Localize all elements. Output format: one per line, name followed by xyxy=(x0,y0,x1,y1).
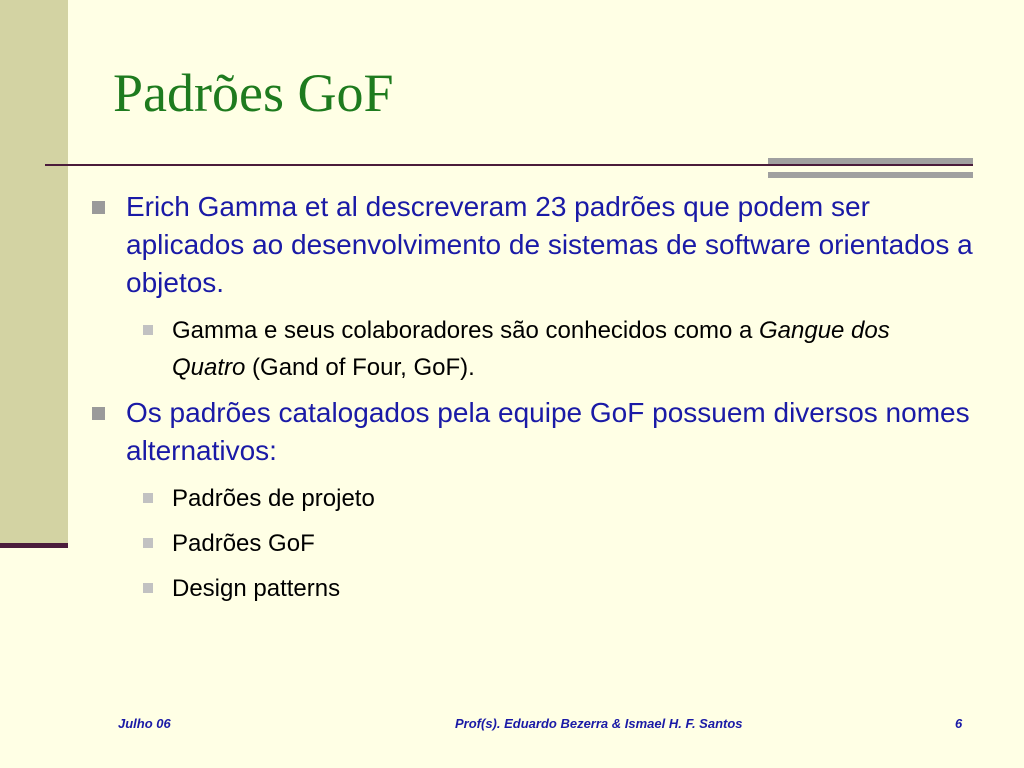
bullet-text: Os padrões catalogados pela equipe GoF possuem diversos nomes alternativos: xyxy=(126,397,970,466)
title-divider-accent-bottom xyxy=(768,172,973,178)
square-bullet-icon xyxy=(92,201,105,214)
sub-bullet-text: Design patterns xyxy=(172,575,341,602)
sub-bullet-item xyxy=(172,570,952,607)
bullet-item xyxy=(126,394,986,470)
sub-bullet-item xyxy=(172,480,952,517)
square-bullet-icon xyxy=(92,407,105,420)
title-divider xyxy=(45,164,973,166)
sub-bullet-item xyxy=(172,525,952,562)
footer-page-number: 6 xyxy=(955,716,963,731)
small-square-bullet-icon xyxy=(143,538,153,548)
small-square-bullet-icon xyxy=(143,325,153,335)
slide-content xyxy=(0,188,1024,615)
sub-bullet-text-before: Gamma e seus colaboradores são conhecidos como a xyxy=(172,317,759,344)
sub-bullet-text-after: (Gand of Four, GoF). xyxy=(245,354,475,381)
bullet-text: Erich Gamma et al descreveram 23 padrões que podem ser aplicados ao desenvolvimento de sistemas de software orientados a objetos. xyxy=(126,191,973,298)
slide-title: Padrões GoF xyxy=(113,63,394,123)
sub-bullet-text: Padrões de projeto xyxy=(172,485,375,512)
footer-authors: Prof(s). Eduardo Bezerra & Ismael H. F. Santos xyxy=(455,716,743,731)
small-square-bullet-icon xyxy=(143,493,153,503)
small-square-bullet-icon xyxy=(143,583,153,593)
bullet-item xyxy=(126,188,986,302)
sub-bullet-text: Padrões GoF xyxy=(172,530,315,557)
footer-date: Julho 06 xyxy=(118,716,171,731)
sub-bullet-italic-text: Gangue dos Quatro xyxy=(172,317,890,381)
sub-bullet-item xyxy=(172,312,952,386)
title-divider-accent-top xyxy=(768,158,973,164)
